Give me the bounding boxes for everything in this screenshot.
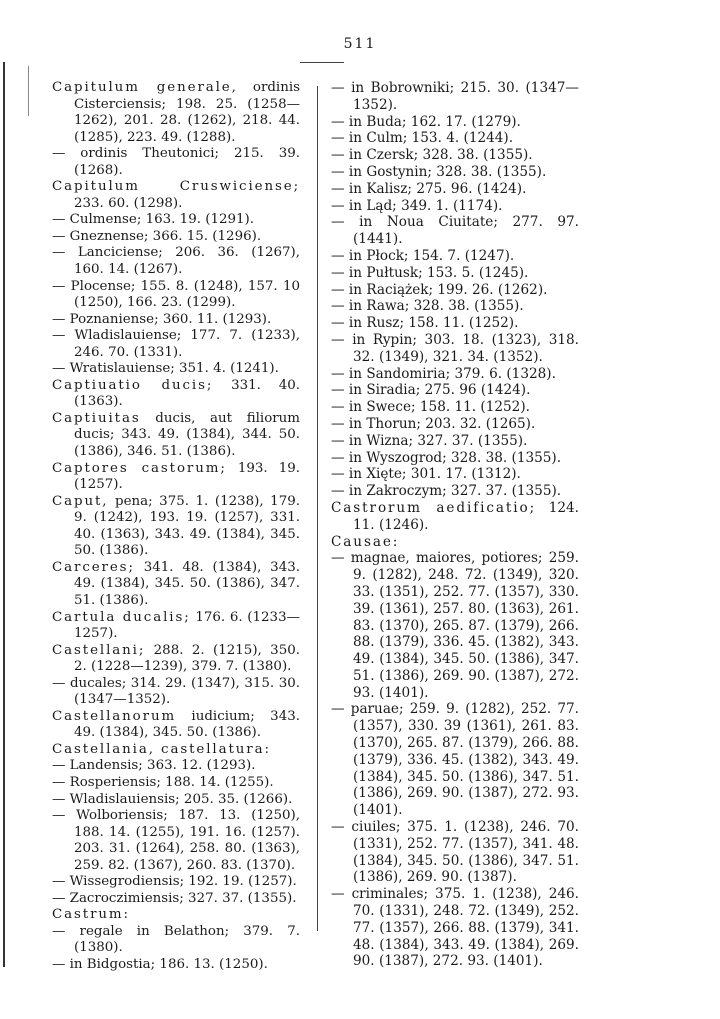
index-entry <box>52 676 300 709</box>
entry-text: — in Bidgostia; 186. 13. (1250). <box>52 956 268 972</box>
index-entry <box>331 886 579 970</box>
entry-text: — in Siradia; 275. 96 (1424). <box>331 382 531 399</box>
entry-headword: Carceres; <box>52 559 135 575</box>
index-entry <box>331 80 579 114</box>
index-entry <box>52 742 300 759</box>
entry-text: — magnae, maiores, potiores; 259. 9. (1282), 248. 72. (1349), 320. 33. (1351), 252. 77. (1357), 330. 39. (1361), 257. 80. (1363), 261. 83. (1370), 265. 87. (1379), 266. 88. (1379), 336. 45. (1382), 343. 49. (1384), 345. 50. (1386), 347. 51. (1386), 269. 90. (1387), 272. 93. (1401). <box>331 550 579 701</box>
index-entry <box>52 245 300 278</box>
entry-text: — in Rusz; 158. 11. (1252). <box>331 315 519 332</box>
index-entry <box>52 874 300 891</box>
index-entry <box>52 229 300 246</box>
page-number: 511 <box>343 36 377 52</box>
entry-text: — in Pułtusk; 153. 5. (1245). <box>331 264 529 281</box>
entry-text: — Plocense; 155. 8. (1248), 157. 10 (1250), 166. 23. (1299). <box>52 278 300 311</box>
index-entry <box>52 312 300 329</box>
entry-headword: Castrum: <box>52 907 130 923</box>
index-entry <box>52 792 300 809</box>
entry-headword: Castellanorum <box>52 708 177 724</box>
entry-text: ordinis Cisterciensis; 198. 25. (1258—1262), 201. 28. (1262), 218. 44. (1285), 223. 49. (1288). <box>74 80 300 145</box>
index-entry <box>331 332 579 366</box>
entry-text: — in Wizna; 327. 37. (1355). <box>331 432 528 449</box>
index-entry <box>331 550 579 701</box>
entry-text: 124. 11. (1246). <box>353 499 580 533</box>
right-column <box>331 80 579 970</box>
index-entry <box>331 433 579 450</box>
entry-text: iudicium; 343. 49. (1384), 345. 50. (1386). <box>74 708 300 741</box>
index-entry <box>52 560 300 610</box>
column-divider <box>317 86 318 931</box>
entry-text: — in Kalisz; 275. 96. (1424). <box>331 180 527 197</box>
index-entry <box>52 775 300 792</box>
entry-headword: Cartula ducalis; <box>52 609 191 625</box>
index-entry <box>331 265 579 282</box>
index-entry <box>331 282 579 299</box>
index-entry <box>331 416 579 433</box>
entry-text: — in Czersk; 328. 38. (1355). <box>331 147 533 164</box>
index-entry <box>331 450 579 467</box>
index-entry <box>52 279 300 312</box>
index-entry <box>52 709 300 742</box>
index-entry <box>331 315 579 332</box>
index-entry <box>331 534 579 551</box>
entry-text: — ducales; 314. 29. (1347), 315. 30. (1347—1352). <box>52 675 300 708</box>
entry-headword: Causae: <box>331 533 400 550</box>
entry-text: — ciuiles; 375. 1. (1238), 246. 70. (1331), 252. 77. (1357), 341. 48. (1384), 345. 50. (1386), 347. 51. (1386), 269. 90. (1387). <box>331 819 579 886</box>
index-entry <box>331 819 579 886</box>
entry-text: — Poznaniense; 360. 11. (1293). <box>52 311 272 327</box>
index-entry <box>52 758 300 775</box>
entry-text: — ordinis Theutonici; 215. 39. (1268). <box>52 146 300 178</box>
entry-text: — in Noua Ciuitate; 277. 97. (1441). <box>331 214 579 248</box>
entry-headword: Captiuatio ducis; <box>52 377 214 393</box>
margin-line <box>3 62 5 967</box>
index-entry <box>52 924 300 957</box>
index-entry <box>331 181 579 198</box>
index-entry <box>52 146 300 179</box>
index-entry <box>52 643 300 676</box>
entry-text: — in Płock; 154. 7. (1247). <box>331 247 515 264</box>
entry-text: 176. 6. (1233—1257). <box>74 609 300 642</box>
index-entry <box>331 500 579 534</box>
entry-text: — Zacroczimiensis; 327. 37. (1355). <box>52 890 297 906</box>
entry-text: ducis, aut filiorum ducis; 343. 49. (1384), 344. 50. (1386), 346. 51. (1386). <box>74 410 300 460</box>
entry-text: — in Wyszogrod; 328. 38. (1355). <box>331 449 562 466</box>
index-entry <box>331 214 579 248</box>
index-entry <box>331 198 579 215</box>
entry-text: — Culmense; 163. 19. (1291). <box>52 212 255 228</box>
index-entry <box>52 80 300 146</box>
entry-text: 288. 2. (1215), 350. 2. (1228—1239), 379. 7. (1380). <box>74 642 300 675</box>
entry-text: — criminales; 375. 1. (1238), 246. 70. (1331), 248. 72. (1349), 252. 77. (1357), 266. 88. (1379), 341. 48. (1384), 343. 49. (1384), 269. 90. (1387), 272. 93. (1401). <box>331 886 579 970</box>
entry-text: — Wratislauiense; 351. 4. (1241). <box>52 361 279 377</box>
entry-headword: Castrorum aedificatio; <box>331 499 537 516</box>
index-entry <box>52 328 300 361</box>
index-entry <box>52 907 300 924</box>
entry-text: — Landensis; 363. 12. (1293). <box>52 758 256 774</box>
entry-text: 193. 19. (1257). <box>74 460 300 493</box>
entry-headword: Capitulum generale, <box>52 80 238 95</box>
index-entry <box>331 147 579 164</box>
index-entry <box>331 164 579 181</box>
entry-text: — regale in Belathon; 379. 7. (1380). <box>52 923 300 956</box>
index-entry <box>331 248 579 265</box>
index-entry <box>331 366 579 383</box>
entry-text: — in Zakroczym; 327. 37. (1355). <box>331 483 562 500</box>
entry-headword: Capitulum Cruswiciense; <box>52 179 300 195</box>
index-entry <box>331 298 579 315</box>
entry-text: — in Xięte; 301. 17. (1312). <box>331 466 521 483</box>
index-entry <box>52 378 300 411</box>
entry-text: 331. 40. (1363). <box>74 377 301 410</box>
index-entry <box>52 610 300 643</box>
entry-text: — in Rypin; 303. 18. (1323), 318. 32. (1349), 321. 34. (1352). <box>331 331 579 365</box>
entry-headword: Caput, <box>52 493 109 509</box>
index-entry <box>52 461 300 494</box>
index-entry <box>331 483 579 500</box>
entry-text: — in Rawa; 328. 38. (1355). <box>331 298 524 315</box>
header-rule <box>300 62 344 63</box>
entry-text: — in Buda; 162. 17. (1279). <box>331 113 521 130</box>
index-entry <box>52 957 300 974</box>
entry-text: — in Sandomiria; 379. 6. (1328). <box>331 365 556 382</box>
entry-text: — in Raciążek; 199. 26. (1262). <box>331 281 548 298</box>
entry-headword: Captiuitas <box>52 410 141 426</box>
entry-text: — in Gostynin; 328. 38. (1355). <box>331 163 547 180</box>
entry-text: — Wladislauiensis; 205. 35. (1266). <box>52 791 293 807</box>
entry-text: — in Thorun; 203. 32. (1265). <box>331 415 536 432</box>
entry-text: — Wolboriensis; 187. 13. (1250), 188. 14. (1255), 191. 16. (1257). 203. 31. (1264), 258. 80. (1363), 259. 82. (1367), 260. 83. (1370). <box>52 808 300 873</box>
left-column <box>52 80 300 974</box>
index-entry <box>52 891 300 908</box>
entry-text: — in Bobrowniki; 215. 30. (1347—1352). <box>331 80 579 113</box>
index-entry <box>331 382 579 399</box>
margin-mark <box>28 66 29 116</box>
entry-text: — Rosperiensis; 188. 14. (1255). <box>52 774 274 790</box>
index-entry <box>52 212 300 229</box>
index-entry <box>52 808 300 874</box>
index-entry <box>331 399 579 416</box>
entry-text: pena; 375. 1. (1238), 179. 9. (1242), 193. 19. (1257), 331. 40. (1363), 343. 49. (1384), 345. 50. (1386). <box>74 493 300 559</box>
entry-text: — Lanciciense; 206. 36. (1267), 160. 14. (1267). <box>52 245 300 278</box>
index-entry <box>52 411 300 461</box>
entry-text: 233. 60. (1298). <box>74 195 183 211</box>
entry-text: — paruae; 259. 9. (1282), 252. 77. (1357), 330. 39 (1361), 261. 83. (1370), 265. 87. (1379), 266. 88. (1379), 336. 45. (1382), 343. 49. (1384), 345. 50. (1386), 347. 51. (1386), 269. 90. (1387), 272. 93. (1401). <box>331 701 579 819</box>
entry-headword: Castellania, castellatura: <box>52 741 271 757</box>
entry-text: — in Ląd; 349. 1. (1174). <box>331 197 503 214</box>
index-entry <box>331 466 579 483</box>
index-entry <box>52 361 300 378</box>
entry-headword: Captores castorum; <box>52 460 227 476</box>
entry-headword: Castellani; <box>52 642 146 658</box>
index-entry <box>331 114 579 131</box>
entry-text: 341. 48. (1384), 343. 49. (1384), 345. 50. (1386), 347. 51. (1386). <box>74 559 300 608</box>
entry-text: — Wissegrodiensis; 192. 19. (1257). <box>52 874 297 890</box>
entry-text: — in Swece; 158. 11. (1252). <box>331 399 530 416</box>
entry-text: — in Culm; 153. 4. (1244). <box>331 130 514 147</box>
index-entry <box>331 701 579 819</box>
index-entry <box>52 494 300 560</box>
entry-text: — Gneznense; 366. 15. (1296). <box>52 228 262 244</box>
index-entry <box>331 130 579 147</box>
index-entry <box>52 179 300 212</box>
entry-text: — Wladislauiense; 177. 7. (1233), 246. 70. (1331). <box>52 328 300 360</box>
